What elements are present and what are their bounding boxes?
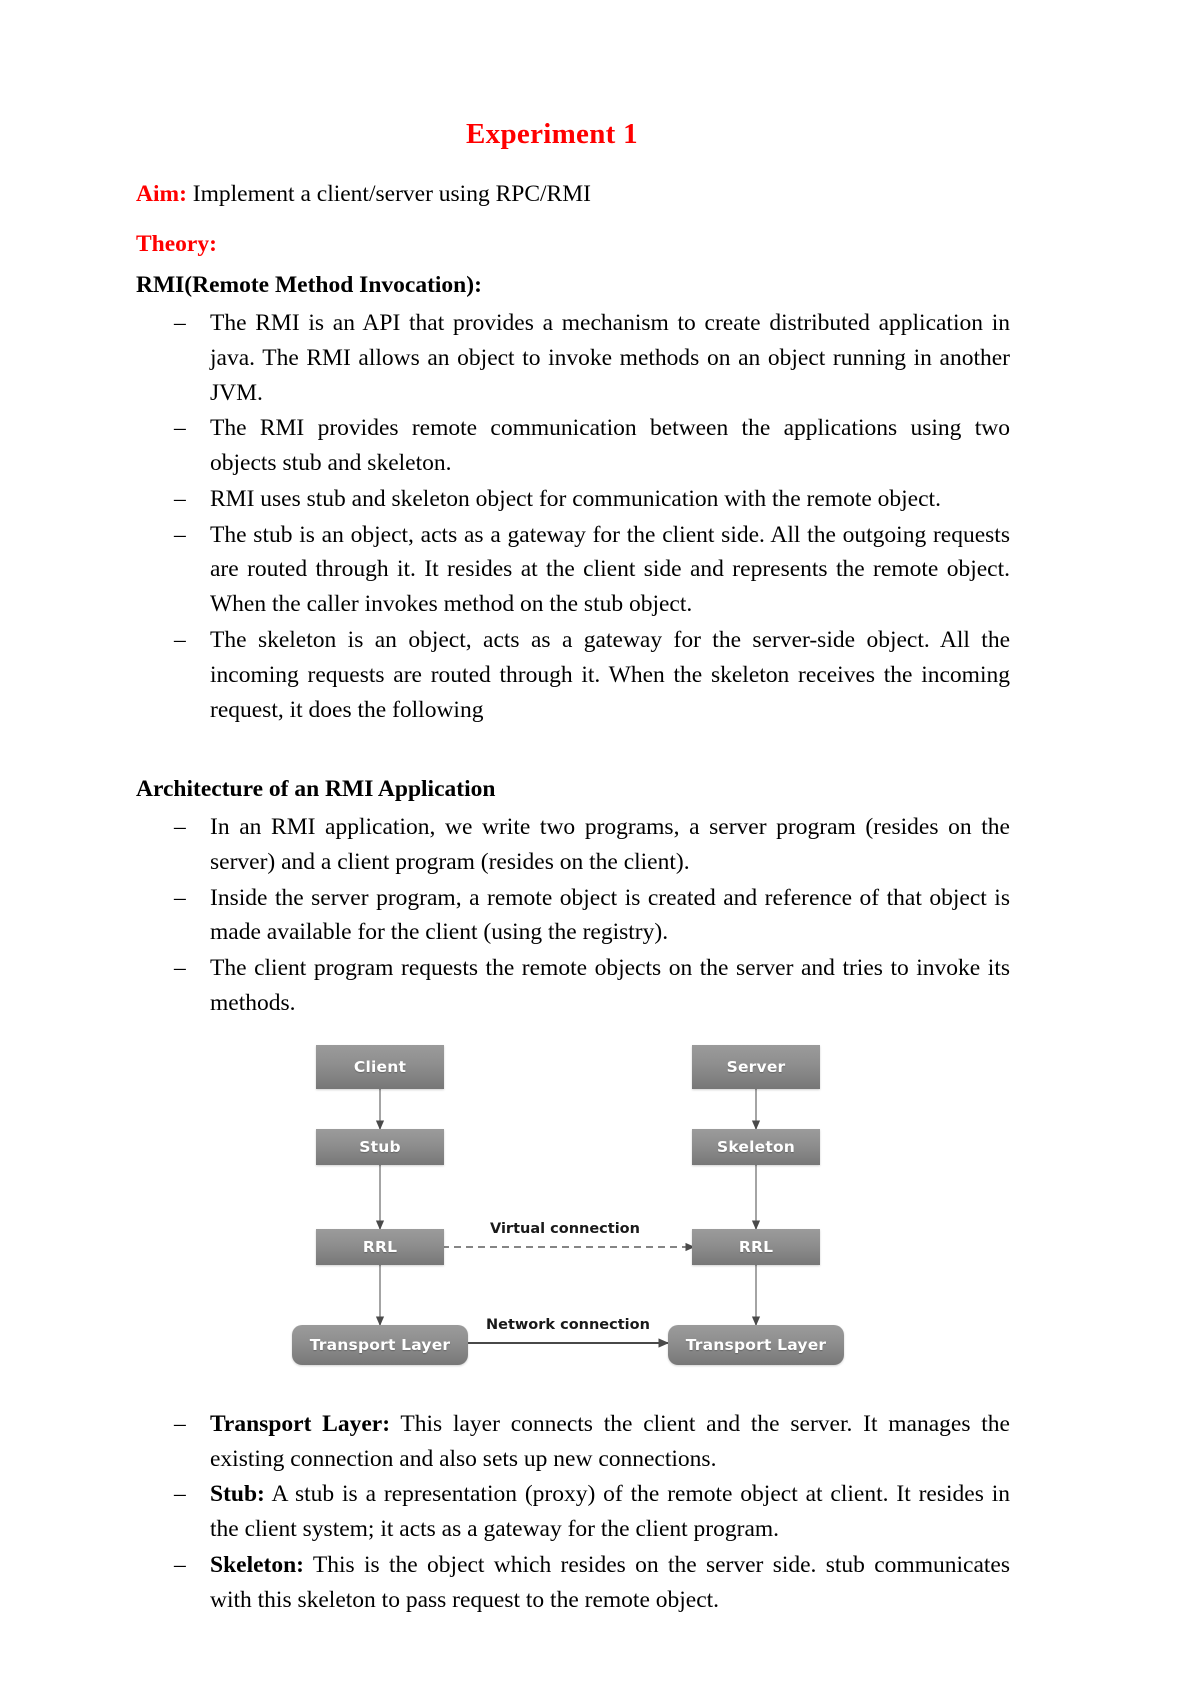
rmi-architecture-figure (136, 1037, 1010, 1397)
theory-heading: Theory: (136, 231, 217, 258)
rmi-bullet-list (136, 306, 1010, 727)
term-text: A stub is a representation (proxy) of the remote object at client. It resides in the client system; it acts as a gateway for the client program. (210, 1481, 1010, 1543)
diagram-node-rrl-right: RRL (692, 1229, 820, 1265)
diagram-node-transport-layer-right: Transport Layer (668, 1325, 844, 1365)
list-item: – Inside the server program, a remote object is created and reference of that object is made available for the client (using the registry). (172, 881, 1010, 951)
aim-label: Aim: (136, 181, 187, 207)
list-item (172, 1548, 1010, 1618)
list-item: – RMI uses stub and skeleton object for communication with the remote object. (172, 482, 1010, 517)
diagram-label-virtual-connection: Virtual connection (490, 1220, 640, 1237)
term-stub: Stub: (210, 1481, 265, 1508)
list-item: – The stub is an object, acts as a gateway for the client side. All the outgoing requests are routed through it. It resides at the client side and represents the remote object. When the caller invokes method on the stub object. (172, 518, 1010, 622)
term-text: This layer connects the client and the server. It manages the existing connection and also sets up new connections. (210, 1410, 1010, 1472)
aim-text: Implement a client/server using RPC/RMI (186, 181, 591, 207)
list-item: – The client program requests the remote objects on the server and tries to invoke its methods. (172, 951, 1010, 1021)
list-item: – The RMI is an API that provides a mechanism to create distributed application in java. The RMI allows an object to invoke methods on an object running in another JVM. (172, 306, 1010, 410)
rmi-heading: RMI(Remote Method Invocation): (136, 272, 482, 299)
architecture-heading: Architecture of an RMI Application (136, 776, 496, 803)
list-item (172, 1407, 1010, 1477)
list-item: – The RMI provides remote communication between the applications using two objects stub and skeleton. (172, 411, 1010, 481)
list-item: – The skeleton is an object, acts as a gateway for the server-side object. All the incoming requests are routed through it. When the skeleton receives the incoming request, it does the following (172, 623, 1010, 727)
diagram-node-stub: Stub (316, 1129, 444, 1165)
term-transport-layer: Transport Layer: (210, 1410, 391, 1437)
diagram-label-network-connection: Network connection (486, 1316, 650, 1333)
diagram-node-skeleton: Skeleton (692, 1129, 820, 1165)
diagram-node-server: Server (692, 1045, 820, 1089)
definition-bullet-list (136, 1407, 1010, 1618)
term-text: This is the object which resides on the server side. stub communicates with this skeleton to pass request to the remote object. (210, 1551, 1010, 1613)
diagram-canvas (288, 1037, 848, 1387)
page-title: Experiment 1 (466, 118, 638, 150)
diagram-node-rrl-left: RRL (316, 1229, 444, 1265)
list-item: – In an RMI application, we write two programs, a server program (resides on the server) and a client program (resides on the client). (172, 810, 1010, 880)
aim-line (136, 177, 1010, 211)
architecture-bullet-list (136, 810, 1010, 1021)
list-item (172, 1477, 1010, 1547)
diagram-node-transport-layer-left: Transport Layer (292, 1325, 468, 1365)
term-skeleton: Skeleton: (210, 1551, 304, 1578)
diagram-node-client: Client (316, 1045, 444, 1089)
